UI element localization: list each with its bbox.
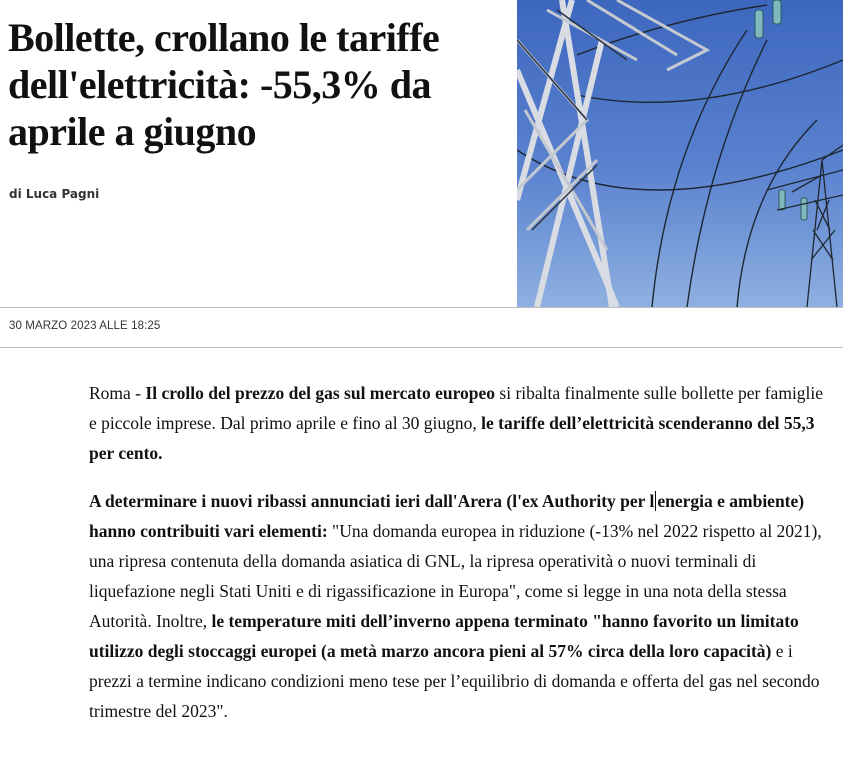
paragraph-text: si ribalta finalmente sulle bollette per famiglie e piccole imprese. Dal primo aprile e fino al 30 giugno, [89, 383, 824, 433]
power-pylon-photo [517, 0, 843, 307]
article-header [0, 0, 843, 307]
article-byline[interactable]: di Luca Pagni [9, 187, 100, 201]
bold-lead: Il crollo del prezzo del gas sul mercato europeo [145, 383, 496, 403]
article-title: Bollette, crollano le tariffe dell'elettricità: -55,3% da aprile a giugno [8, 15, 440, 154]
paragraph-text: "Una domanda europea in riduzione (-13% nel 2022 rispetto al 2021), una ripresa contenuta della domanda asiatica di GNL, la ripresa operatività o nuovi terminali di liquefazione negli Stati Uniti e di rigassificazione in Europa", come si legge in una nota della stessa Autorità. Inoltre, [89, 521, 822, 631]
header-divider [0, 307, 843, 308]
dateline-city: Roma - [89, 383, 146, 403]
paragraph-2 [89, 486, 829, 726]
bold-highlight: le temperature miti dell’inverno appena terminato "hanno favorito un limitato utilizzo degli stoccaggi europei (a metà marzo ancora pieni al 57% circa della loro capacità) [89, 611, 799, 661]
article-body [89, 378, 829, 744]
bold-lead: A determinare i nuovi ribassi annunciati ieri dall'Arera (l'ex Authority per l [89, 491, 655, 511]
hero-image [517, 0, 843, 307]
publish-date: 30 MARZO 2023 ALLE 18:25 [9, 320, 161, 332]
bold-lead-continued: energia e ambiente) hanno contribuiti vari elementi: [89, 491, 805, 541]
date-divider [0, 347, 843, 348]
paragraph-text: e i prezzi a termine indicano condizioni meno tese per l’equilibrio di domanda e offerta del gas nel secondo trimestre del 2023". [89, 641, 820, 721]
paragraph-1 [89, 378, 829, 468]
bold-highlight: le tariffe dell’elettricità scenderanno del 55,3 per cento. [89, 413, 815, 463]
